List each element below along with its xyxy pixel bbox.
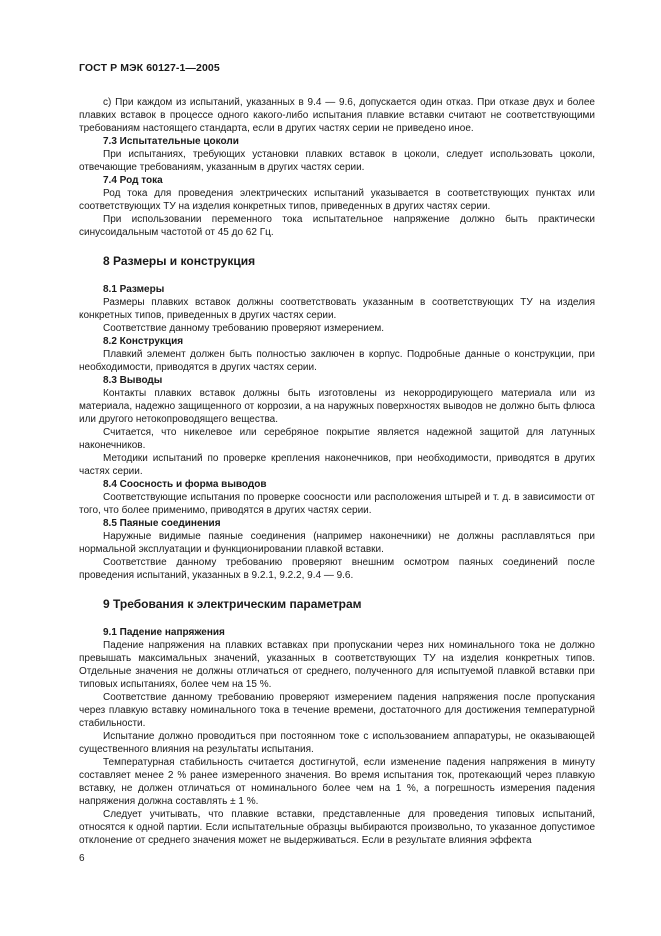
section-heading: 8 Размеры и конструкция [103,254,256,268]
section-heading: 9 Требования к электрическим параметрам [103,597,362,611]
document-header: ГОСТ Р МЭК 60127-1—2005 [79,62,220,74]
paragraph: Следует учитывать, что плавкие вставки, представленные для проведения типовых испытаний, относятся к одной партии. Если испытательные образцы выбираются произвольно, то указанное допустимое отклонение от среднего значения может не выдерживаться. Если в результате влияния эффекта [79,809,595,846]
paragraph: Наружные видимые паяные соединения (например наконечники) не должны расплавляться при нормальной эксплуатации и функционировании плавкой вставки. [79,531,595,555]
subsection-heading: 7.3 Испытательные цоколи [103,136,239,147]
subsection-heading: 7.4 Род тока [103,175,163,186]
paragraph: Соответствие данному требованию проверяют внешним осмотром паяных соединений после проведения испытаний, указанных в 9.2.1, 9.2.2, 9.4 — 9.6. [79,557,595,581]
paragraph: Соответствующие испытания по проверке соосности или расположения штырей и т. д. в зависимости от того, что более применимо, приводятся в других частях серии. [79,492,595,516]
subsection-heading: 9.1 Падение напряжения [103,627,225,638]
paragraph: Контакты плавких вставок должны быть изготовлены из некорродирующего материала или из материала, надежно защищенного от коррозии, а на наружных поверхностях выводов не должно быть флюса или другого нетокопроводящего вещества. [79,388,595,425]
subsection-heading: 8.3 Выводы [103,375,163,386]
paragraph: c) При каждом из испытаний, указанных в 9.4 — 9.6, допускается один отказ. При отказе двух и более плавких вставок в процессе одного какого-либо испытания плавкие вставки считают не соответствующими требованиям настоящего стандарта, если в других частях серии не приведено иное. [79,97,595,134]
paragraph: При использовании переменного тока испытательное напряжение должно быть практически синусоидальным частотой от 45 до 62 Гц. [79,214,595,238]
paragraph: Считается, что никелевое или серебряное покрытие является надежной защитой для латунных наконечников. [79,427,595,451]
paragraph: Методики испытаний по проверке крепления наконечников, при необходимости, приводятся в других частях серии. [79,453,595,477]
paragraph: Температурная стабильность считается достигнутой, если изменение падения напряжения в минуту составляет менее 2 % ранее измеренного значения. Во время испытания ток, протекающий через плавкую вставку, не должен отличаться от номинального более чем на 1 %, а погрешность измерения падения напряжения должна составлять ± 1 %. [79,757,595,807]
paragraph: Род тока для проведения электрических испытаний указывается в соответствующих пунктах или соответствующих ТУ на изделия конкретных типов, приведенных в других частях серии. [79,188,595,212]
subsection-heading: 8.5 Паяные соединения [103,518,221,529]
paragraph: Соответствие данному требованию проверяют измерением. [103,323,385,334]
document-body [79,96,595,847]
paragraph: Испытание должно проводиться при постоянном токе с использованием аппаратуры, не оказывающей существенного влияния на результаты испытания. [79,731,595,755]
subsection-heading: 8.1 Размеры [103,284,165,295]
paragraph: Плавкий элемент должен быть полностью заключен в корпус. Подробные данные о конструкции, при необходимости, приводятся в других частях серии. [79,349,595,373]
paragraph: Размеры плавких вставок должны соответствовать указанным в соответствующих ТУ на изделия конкретных типов, приведенных в других частях серии. [79,297,595,321]
paragraph: Падение напряжения на плавких вставках при пропускании через них номинального тока не должно превышать максимальных значений, указанных в соответствующих ТУ на изделия конкретных типов. Отдельные значения не должны отличаться от среднего, полученного для испытуемой плавкой вставки при типовых испытаниях, более чем на 15 %. [79,640,595,690]
subsection-heading: 8.4 Соосность и форма выводов [103,479,267,490]
subsection-heading: 8.2 Конструкция [103,336,184,347]
paragraph: Соответствие данному требованию проверяют измерением падения напряжения после пропускания через плавкую вставку номинального тока в течение времени, достаточного для достижения температурной стабильности. [79,692,595,729]
page-number: 6 [79,853,85,864]
paragraph: При испытаниях, требующих установки плавких вставок в цоколи, следует использовать цоколи, отвечающие требованиям, указанным в других частях серии. [79,149,595,173]
